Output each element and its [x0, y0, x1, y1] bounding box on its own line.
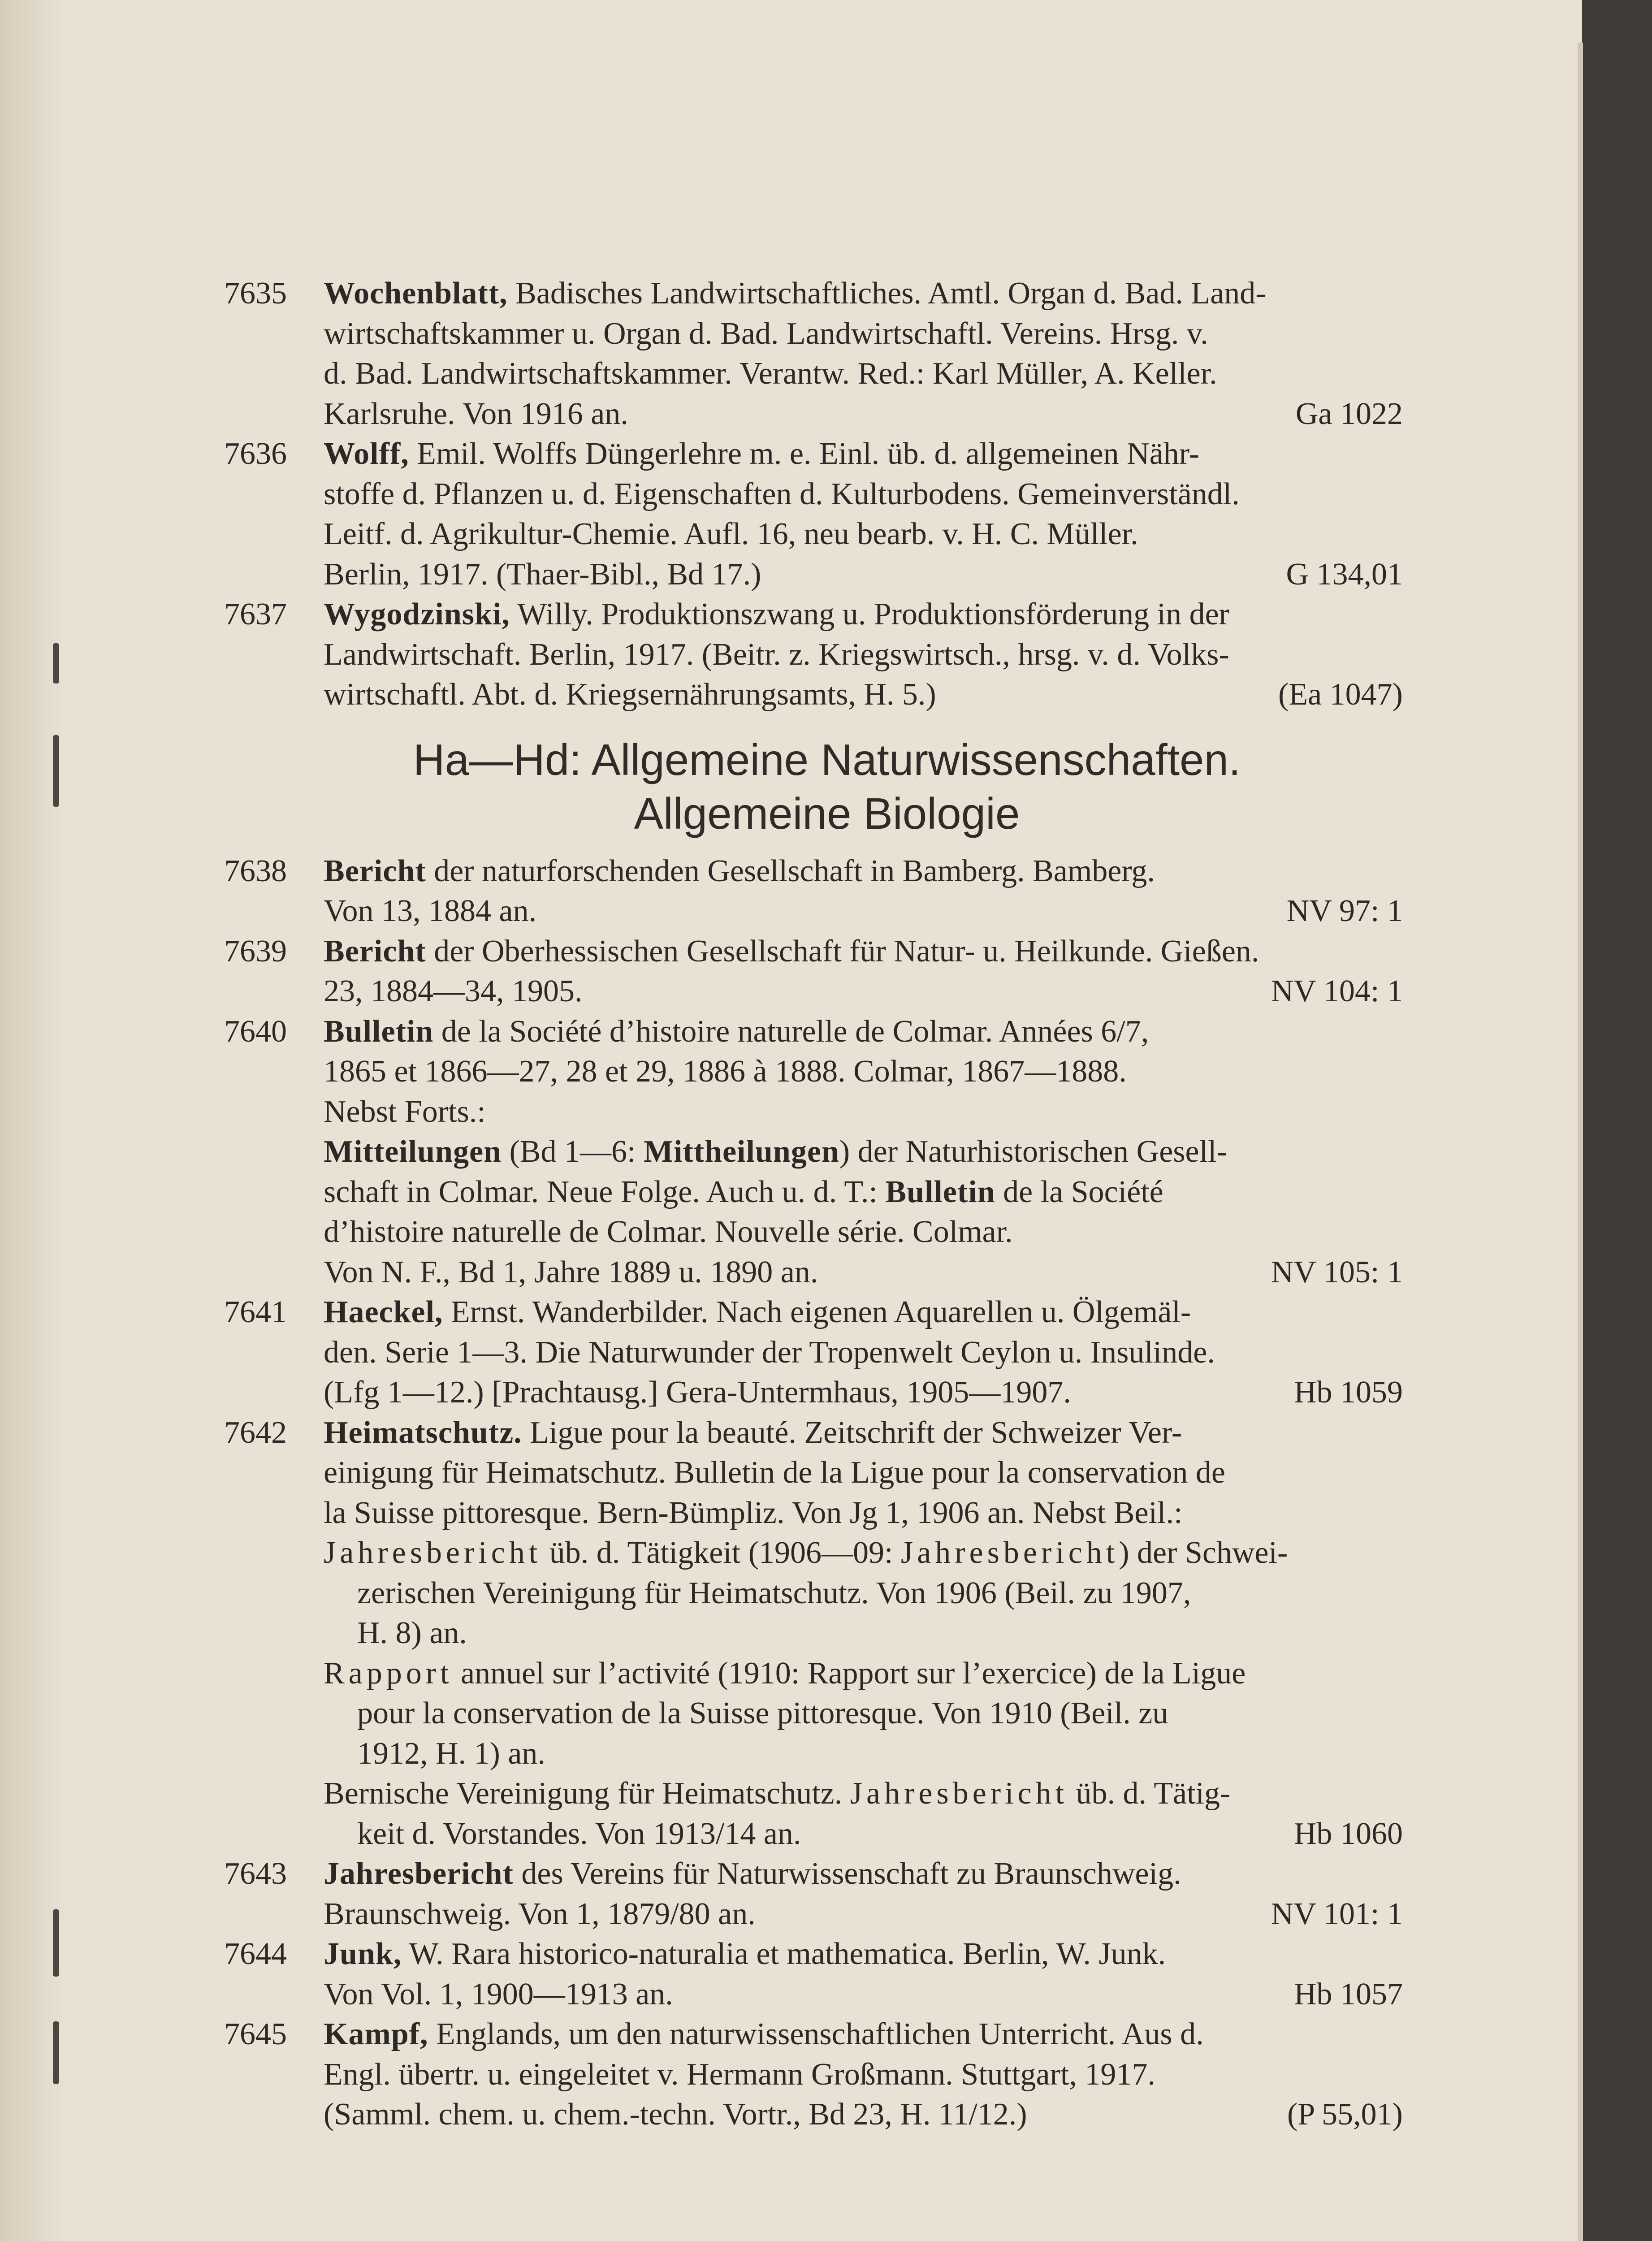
catalog-entries [224, 273, 1403, 2135]
entry-text: wirtschaftskammer u. Organ d. Bad. Landwirtschaftl. Vereins. Hrsg. v. [324, 316, 1208, 351]
catalog-entry [224, 594, 1403, 715]
entry-line [324, 931, 1403, 972]
catalog-entry [224, 1292, 1403, 1413]
entry-line [324, 1212, 1403, 1252]
entry-line [324, 1894, 1403, 1934]
entry-line [324, 1012, 1403, 1052]
entry-line [324, 1533, 1403, 1573]
entry-line [324, 1413, 1403, 1453]
entry-text: Leitf. d. Agrikultur-Chemie. Aufl. 16, neu bearb. v. H. C. Müller. [324, 517, 1138, 551]
entry-text: Berlin, 1917. (Thaer-Bibl., Bd 17.) [324, 557, 761, 592]
entry-text: Bernische Vereinigung für Heimatschutz. Jahresbericht üb. d. Tätig- [324, 1776, 1231, 1811]
entry-number: 7645 [224, 2017, 287, 2051]
entry-line [324, 594, 1403, 635]
binding-thread-mark [53, 643, 59, 684]
entry-text: Wolff, Emil. Wolffs Düngerlehre m. e. Einl. üb. d. allgemeinen Nähr- [324, 437, 1199, 471]
entry-text: Bulletin de la Société d’histoire naturelle de Colmar. Années 6/7, [324, 1014, 1149, 1049]
entry-text: 23, 1884—34, 1905. [324, 974, 583, 1008]
entry-text: Landwirtschaft. Berlin, 1917. (Beitr. z. Kriegswirtsch., hrsg. v. d. Volks- [324, 637, 1229, 672]
entry-line [324, 1774, 1403, 1814]
entry-line [324, 1252, 1403, 1293]
shelf-mark: Ga 1022 [1295, 396, 1403, 431]
entry-text: pour la conservation de la Suisse pittoresque. Von 1910 (Beil. zu [357, 1696, 1168, 1731]
entry-line [324, 2094, 1403, 2135]
entry-text: Heimatschutz. Ligue pour la beauté. Zeitschrift der Schweizer Ver- [324, 1415, 1182, 1450]
binding-thread-mark [53, 2021, 59, 2084]
entry-text: 1912, H. 1) an. [357, 1736, 545, 1771]
entry-line [324, 1372, 1403, 1413]
shelf-mark: (Ea 1047) [1278, 677, 1403, 712]
entry-number: 7644 [224, 1937, 287, 1971]
entry-text: Von Vol. 1, 1900—1913 an. [324, 1977, 673, 2012]
entry-number: 7643 [224, 1856, 287, 1891]
entry-text: (Lfg 1—12.) [Prachtausg.] Gera-Untermhaus, 1905—1907. [324, 1375, 1071, 1410]
entry-line [324, 1453, 1403, 1493]
catalog-entry [224, 851, 1403, 931]
entry-number: 7641 [224, 1295, 287, 1329]
catalog-entry [224, 1413, 1403, 1854]
entry-text: zerischen Vereinigung für Heimatschutz. Von 1906 (Beil. zu 1907, [357, 1575, 1191, 1610]
entry-group-agriculture [224, 273, 1403, 715]
entry-text: d. Bad. Landwirtschaftskammer. Verantw. Red.: Karl Müller, A. Keller. [324, 356, 1217, 391]
entry-number: 7640 [224, 1014, 287, 1049]
entry-group-natural-sciences [224, 851, 1403, 2135]
entry-text: Kampf, Englands, um den naturwissenschaftlichen Unterricht. Aus d. [324, 2017, 1204, 2051]
entry-text: Braunschweig. Von 1, 1879/80 an. [324, 1896, 756, 1931]
entry-text: schaft in Colmar. Neue Folge. Auch u. d. T.: Bulletin de la Société [324, 1174, 1163, 1209]
entry-text: Von 13, 1884 an. [324, 894, 537, 928]
entry-line [324, 851, 1403, 891]
entry-line [324, 1734, 1403, 1774]
entry-text: Jahresbericht üb. d. Tätigkeit (1906—09: Jahresbericht) der Schwei- [324, 1536, 1288, 1570]
entry-line [324, 434, 1403, 474]
entry-text: den. Serie 1—3. Die Naturwunder der Tropenwelt Ceylon u. Insulinde. [324, 1335, 1215, 1370]
shelf-mark: Hb 1057 [1293, 1977, 1403, 2012]
entry-text: Rapport annuel sur l’activité (1910: Rapport sur l’exercice) de la Ligue [324, 1656, 1246, 1691]
entry-line [324, 554, 1403, 595]
entry-text: la Suisse pittoresque. Bern-Bümpliz. Von Jg 1, 1906 an. Nebst Beil.: [324, 1495, 1183, 1530]
entry-line [324, 1292, 1403, 1332]
entry-text: Wygodzinski, Willy. Produktionszwang u. Produktionsförderung in der [324, 597, 1229, 632]
entry-text: H. 8) an. [357, 1616, 467, 1650]
entry-text: Bericht der Oberhessischen Gesellschaft für Natur- u. Heilkunde. Gießen. [324, 934, 1259, 969]
entry-number: 7637 [224, 597, 287, 632]
entry-number: 7638 [224, 853, 287, 888]
shelf-mark: NV 97: 1 [1286, 894, 1403, 928]
entry-line [324, 971, 1403, 1012]
entry-text: d’histoire naturelle de Colmar. Nouvelle série. Colmar. [324, 1215, 1013, 1249]
entry-line [324, 1814, 1403, 1854]
entry-text: Bericht der naturforschenden Gesellschaft in Bamberg. Bamberg. [324, 853, 1155, 888]
entry-text: Jahresbericht des Vereins für Naturwissenschaft zu Braunschweig. [324, 1856, 1181, 1891]
entry-line [324, 635, 1403, 675]
entry-line [324, 1332, 1403, 1373]
entry-number: 7636 [224, 437, 287, 471]
entry-text: stoffe d. Pflanzen u. d. Eigenschaften d. Kulturbodens. Gemeinverständl. [324, 476, 1240, 511]
section-heading [251, 733, 1403, 840]
entry-text: Mitteilungen (Bd 1—6: Mittheilungen) der Naturhistorischen Gesell- [324, 1134, 1227, 1169]
entry-line [324, 675, 1403, 715]
shelf-mark: NV 104: 1 [1271, 974, 1403, 1008]
entry-text: einigung für Heimatschutz. Bulletin de la Ligue pour la conservation de [324, 1455, 1225, 1490]
entry-text: Karlsruhe. Von 1916 an. [324, 396, 628, 431]
section-heading-line-1: Ha—Hd: Allgemeine Naturwissenschaften. [413, 735, 1241, 784]
binding-thread-mark [53, 735, 59, 807]
shelf-mark: G 134,01 [1286, 557, 1403, 592]
catalog-entry [224, 273, 1403, 434]
entry-line [324, 2055, 1403, 2095]
section-heading-line-2: Allgemeine Biologie [634, 788, 1020, 838]
entry-line [324, 514, 1403, 554]
shelf-mark: Hb 1060 [1293, 1816, 1403, 1851]
entry-line [324, 354, 1403, 394]
shelf-mark: NV 101: 1 [1271, 1896, 1403, 1931]
entry-text: Von N. F., Bd 1, Jahre 1889 u. 1890 an. [324, 1255, 818, 1289]
entry-text: keit d. Vorstandes. Von 1913/14 an. [357, 1816, 801, 1851]
entry-line [324, 1493, 1403, 1533]
entry-line [324, 1092, 1403, 1132]
entry-line [324, 1172, 1403, 1212]
shelf-mark: NV 105: 1 [1271, 1255, 1403, 1289]
catalog-entry [224, 1012, 1403, 1293]
entry-line [324, 1854, 1403, 1894]
page-edge [1578, 43, 1583, 2241]
entry-line [324, 891, 1403, 931]
entry-line [324, 1132, 1403, 1172]
entry-text: Wochenblatt, Badisches Landwirtschaftliches. Amtl. Organ d. Bad. Land- [324, 276, 1266, 311]
entry-line [324, 1573, 1403, 1614]
entry-text: Engl. übertr. u. eingeleitet v. Hermann Großmann. Stuttgart, 1917. [324, 2057, 1155, 2092]
entry-number: 7635 [224, 276, 287, 311]
entry-text: Nebst Forts.: [324, 1094, 486, 1129]
shelf-mark: Hb 1059 [1293, 1375, 1403, 1410]
entry-line [324, 273, 1403, 314]
entry-text: Junk, W. Rara historico-naturalia et mathematica. Berlin, W. Junk. [324, 1937, 1166, 1971]
shelf-mark: (P 55,01) [1287, 2097, 1403, 2132]
catalog-entry [224, 1854, 1403, 1934]
entry-line [324, 314, 1403, 354]
entry-line [324, 1693, 1403, 1734]
entry-line [324, 394, 1403, 434]
entry-line [324, 2014, 1403, 2055]
entry-line [324, 1653, 1403, 1694]
entry-line [324, 1934, 1403, 1974]
catalog-entry [224, 434, 1403, 594]
entry-number: 7642 [224, 1415, 287, 1450]
entry-line [324, 474, 1403, 515]
entry-text: (Samml. chem. u. chem.-techn. Vortr., Bd 23, H. 11/12.) [324, 2097, 1027, 2132]
catalog-entry [224, 2014, 1403, 2135]
entry-line [324, 1613, 1403, 1653]
binding-thread-mark [53, 1909, 59, 1977]
catalog-entry [224, 931, 1403, 1012]
entry-number: 7639 [224, 934, 287, 969]
catalog-entry [224, 1934, 1403, 2014]
entry-line [324, 1051, 1403, 1092]
page-gutter [0, 0, 67, 2241]
entry-text: wirtschaftl. Abt. d. Kriegsernährungsamts, H. 5.) [324, 677, 936, 712]
entry-text: Haeckel, Ernst. Wanderbilder. Nach eigenen Aquarellen u. Ölgemäl- [324, 1295, 1191, 1329]
entry-text: 1865 et 1866—27, 28 et 29, 1886 à 1888. Colmar, 1867—1888. [324, 1054, 1127, 1089]
entry-line [324, 1974, 1403, 2015]
